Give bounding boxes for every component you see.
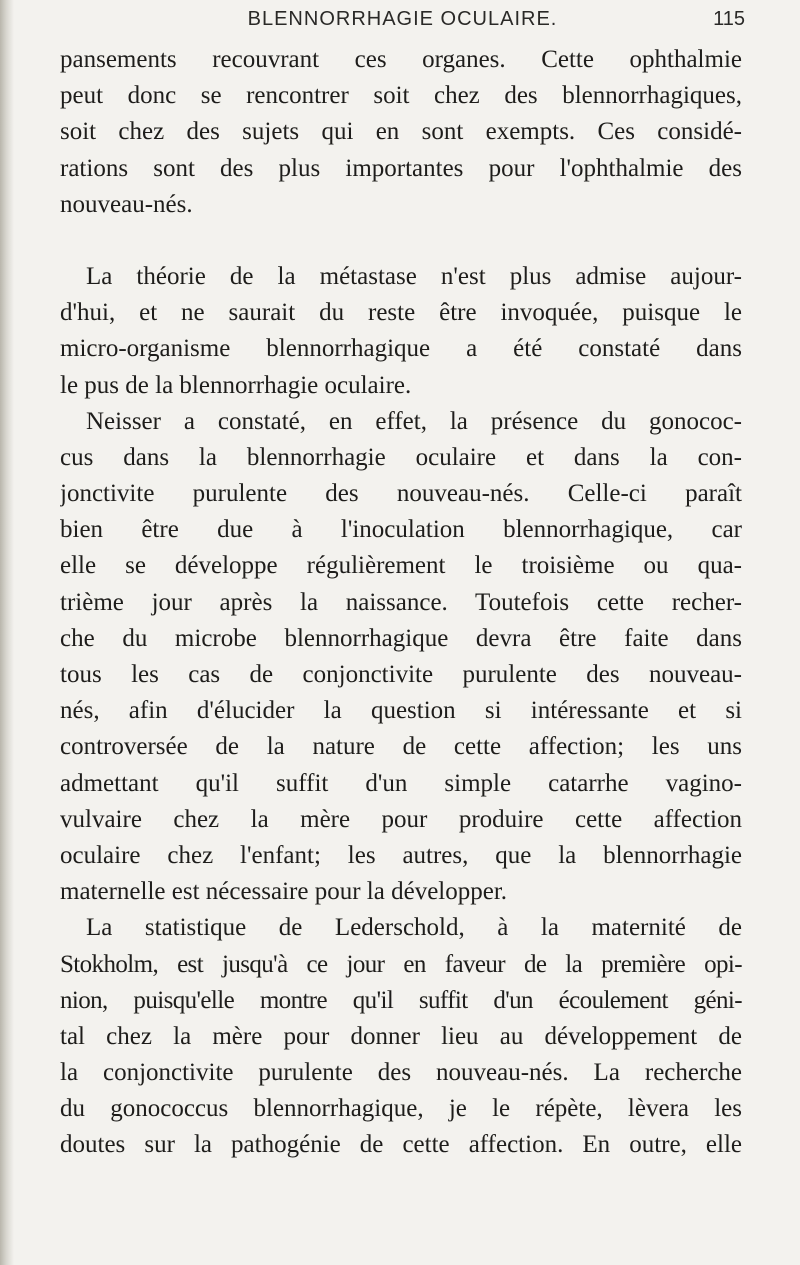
text-line: la conjonctivite purulente des nouveau-nés. La recherche bbox=[60, 1059, 742, 1087]
text-line: rations sont des plus importantes pour l'ophthalmie des bbox=[60, 154, 742, 182]
text-line: nion, puisqu'elle montre qu'il suffit d'un écoulement géni- bbox=[60, 986, 742, 1014]
text-line: La théorie de la métastase n'est plus admise aujour- bbox=[86, 262, 742, 290]
page-number: 115 bbox=[713, 8, 745, 30]
text-line: cus dans la blennorrhagie oculaire et dans la con- bbox=[60, 443, 742, 471]
text-line: La statistique de Lederschold, à la maternité de bbox=[86, 914, 742, 942]
text-line: jonctivite purulente des nouveau-nés. Celle-ci paraît bbox=[60, 480, 742, 508]
text-line: doutes sur la pathogénie de cette affection. En outre, elle bbox=[60, 1131, 742, 1159]
text-line: micro-organisme blennorrhagique a été constaté dans bbox=[60, 335, 742, 363]
paragraph-gap bbox=[60, 223, 742, 259]
text-line: maternelle est nécessaire pour la développer. bbox=[60, 878, 508, 906]
text-line: d'hui, et ne saurait du reste être invoquée, puisque le bbox=[60, 299, 742, 327]
text-line: vulvaire chez la mère pour produire cette affection bbox=[60, 805, 742, 833]
running-header bbox=[60, 8, 745, 38]
text-line: controversée de la nature de cette affection; les uns bbox=[60, 733, 742, 761]
text-line: nouveau-nés. bbox=[60, 190, 193, 218]
text-line: soit chez des sujets qui en sont exempts. Ces considé- bbox=[60, 118, 742, 146]
text-line: bien être due à l'inoculation blennorrhagique, car bbox=[60, 516, 742, 544]
text-line: le pus de la blennorrhagie oculaire. bbox=[60, 371, 412, 399]
text-line: elle se développe régulièrement le troisième ou qua- bbox=[60, 552, 742, 580]
text-line: che du microbe blennorrhagique devra être faite dans bbox=[60, 624, 742, 652]
text-line: pansements recouvrant ces organes. Cette ophthalmie bbox=[60, 46, 742, 73]
text-line: tous les cas de conjonctivite purulente des nouveau- bbox=[60, 661, 742, 688]
text-line: Stokholm, est jusqu'à ce jour en faveur de la première opi- bbox=[60, 950, 742, 978]
running-title: BLENNORRHAGIE OCULAIRE. bbox=[247, 8, 558, 30]
text-line: admettant qu'il suffit d'un simple catarrhe vagino- bbox=[60, 769, 742, 797]
text-line: nés, afin d'élucider la question si intéressante et si bbox=[60, 697, 742, 725]
body-text bbox=[60, 42, 742, 1164]
text-line: tal chez la mère pour donner lieu au développement de bbox=[60, 1022, 742, 1050]
text-line: oculaire chez l'enfant; les autres, que la blennorrhagie bbox=[60, 841, 742, 869]
page-spine-shadow bbox=[0, 0, 14, 1265]
text-line: peut donc se rencontrer soit chez des blennorrhagiques, bbox=[60, 82, 742, 110]
text-line: trième jour après la naissance. Toutefois cette recher- bbox=[60, 588, 742, 616]
text-line: du gonococcus blennorrhagique, je le répète, lèvera les bbox=[60, 1095, 742, 1123]
text-line: Neisser a constaté, en effet, la présence du gonococ- bbox=[86, 407, 742, 435]
